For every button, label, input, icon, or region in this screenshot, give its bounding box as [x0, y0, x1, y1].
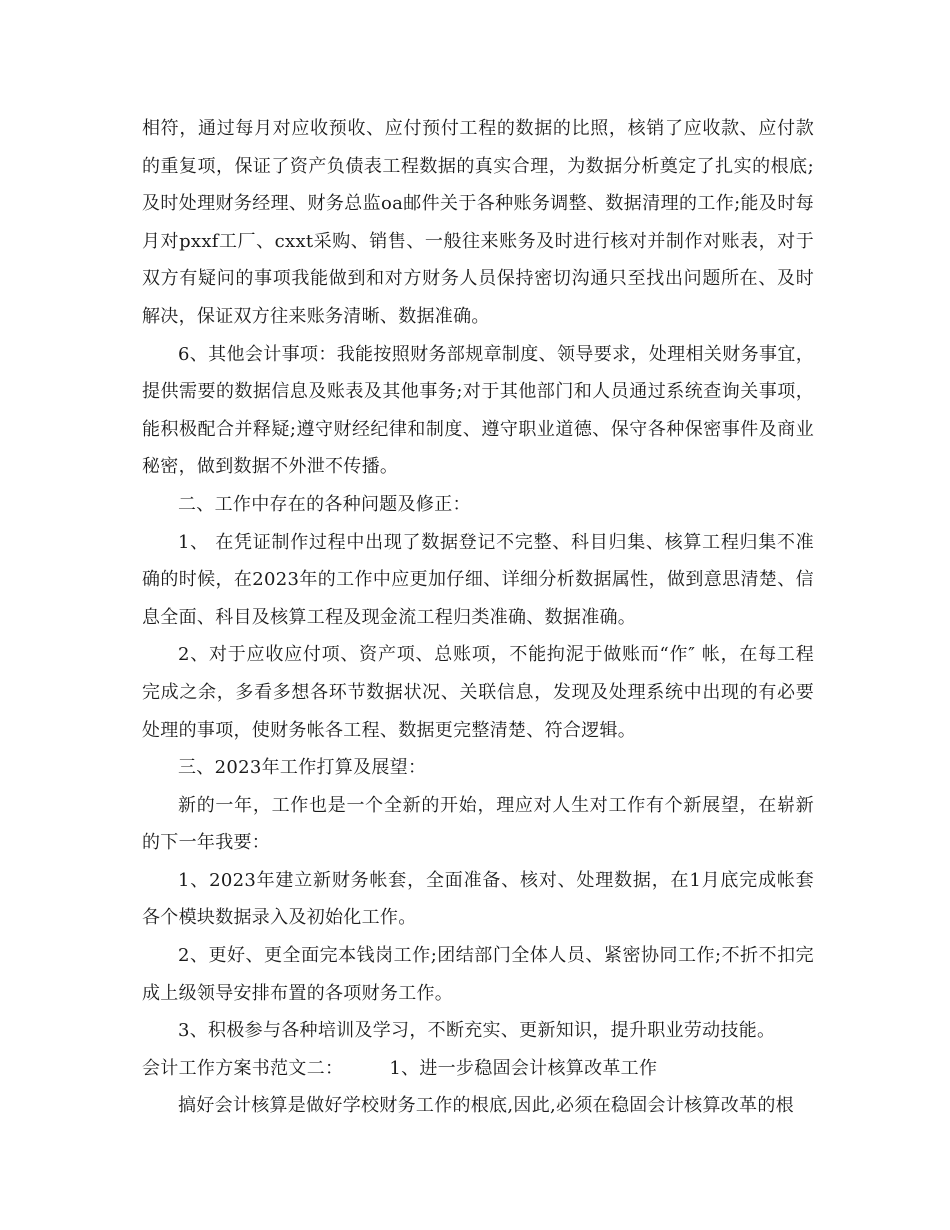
paragraph-new-year: 新的一年，工作也是一个全新的开始，理应对人生对工作有个新展望，在崭新的下一年我要：	[142, 794, 814, 854]
section-heading	[142, 1050, 814, 1088]
paragraph-problem-1: 1、 在凭证制作过程中出现了数据登记不完整、科目归集、核算工程归集不准确的时候，在2023年的工作中应更加仔细、详细分析数据属性，做到意思清楚、信息全面、科目及核算工程及现金流工程归类准确、数据准确。	[142, 531, 814, 628]
paragraph-problem-2: 2、对于应收应付项、资产项、总账项，不能拘泥于做账而“作″ 帐，在每工程完成之余，多看多想各环节数据状况、关联信息，发现及处理系统中出现的有必要处理的事项，使财务帐各工程、数据更完整清楚、符合逻辑。	[142, 644, 814, 741]
paragraph-plan-3: 3、积极参与各种培训及学习，不断充实、更新知识，提升职业劳动技能。	[178, 1020, 776, 1042]
section-heading-title: 会计工作方案书范文二：	[142, 1057, 344, 1079]
document-body	[142, 110, 814, 1125]
section-heading-subtitle: 1、进一步稳固会计核算改革工作	[389, 1057, 658, 1079]
paragraph-other-accounting: 6、其他会计事项：我能按照财务部规章制度、领导要求，处理相关财务事宜，提供需要的数据信息及账表及其他事务;对于其他部门和人员通过系统查询关事项，能积极配合并释疑;遵守财经纪律和制度、遵守职业道德、保守各种保密事件及商业秘密，做到数据不外泄不传播。	[142, 343, 814, 478]
paragraph-plan-1: 1、2023年建立新财务帐套，全面准备、核对、处理数据，在1月底完成帐套各个模块数据录入及初始化工作。	[142, 869, 814, 929]
heading-problems: 二、工作中存在的各种问题及修正：	[178, 493, 471, 515]
paragraph-accounting-core: 搞好会计核算是做好学校财务工作的根底,因此,必须在稳固会计核算改革的根	[178, 1095, 794, 1117]
paragraph-plan-2: 2、更好、更全面完本钱岗工作;团结部门全体人员、紧密协同工作;不折不扣完成上级领导安排布置的各项财务工作。	[142, 945, 814, 1004]
heading-plans: 三、2023年工作打算及展望：	[178, 757, 427, 779]
paragraph-continuation: 相符，通过每月对应收预收、应付预付工程的数据的比照，核销了应收款、应付款的重复项，保证了资产负债表工程数据的真实合理，为数据分析奠定了扎实的根底;及时处理财务经理、财务总监oa邮件关于各种账务调整、数据清理的工作;能及时每月对pxxf工厂、cxxt采购、销售、一般往来账务及时进行核对并制作对账表，对于双方有疑问的事项我能做到和对方财务人员保持密切沟通只至找出问题所在、及时解决，保证双方往来账务清晰、数据准确。	[142, 118, 814, 327]
